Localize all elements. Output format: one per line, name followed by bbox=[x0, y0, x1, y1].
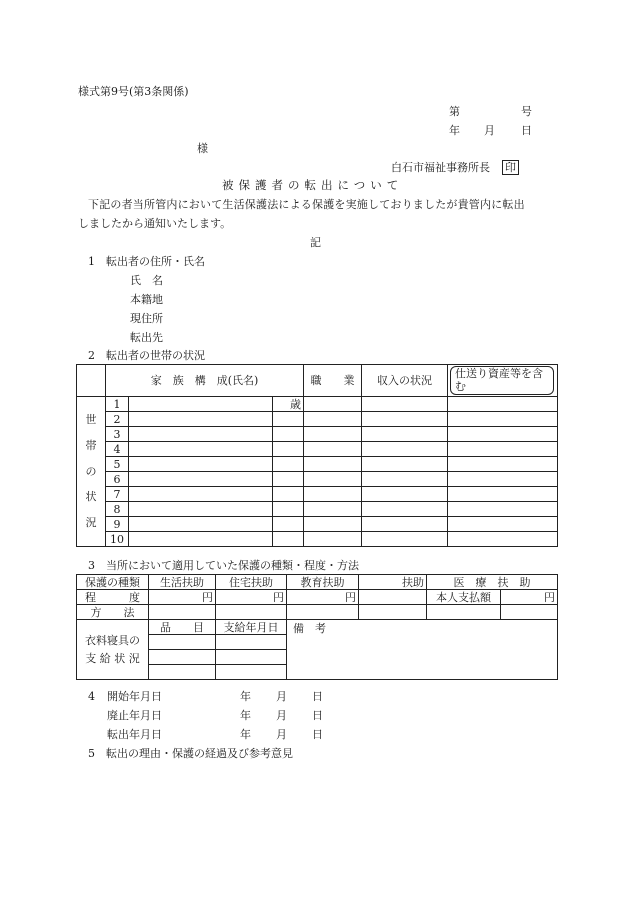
assets-cell bbox=[448, 472, 558, 487]
job-cell bbox=[304, 427, 362, 442]
date-header: 支給年月日 bbox=[216, 620, 287, 635]
section1-heading: 1 転出者の住所・氏名 bbox=[88, 255, 205, 268]
document-title: 被保護者の転出について bbox=[222, 178, 404, 192]
method-cell bbox=[287, 605, 359, 620]
age-cell bbox=[273, 442, 304, 457]
item-header: 品 目 bbox=[149, 620, 216, 635]
section3-heading: 3 当所において適用していた保護の種類・程度・方法 bbox=[88, 559, 359, 572]
job-cell bbox=[304, 397, 362, 412]
date-cell bbox=[216, 650, 287, 665]
family-name-cell bbox=[129, 412, 273, 427]
month-label: 月 bbox=[484, 124, 495, 137]
side-char-4: 状 bbox=[85, 490, 97, 504]
move-month: 月 bbox=[276, 728, 287, 741]
method-cell bbox=[359, 605, 427, 620]
income-cell bbox=[362, 472, 448, 487]
addressee-sama: 様 bbox=[197, 142, 208, 155]
method-cell bbox=[216, 605, 287, 620]
start-day: 日 bbox=[312, 690, 323, 703]
end-date-label: 廃止年月日 bbox=[107, 709, 162, 722]
row-number: 10 bbox=[106, 532, 129, 547]
age-cell bbox=[273, 502, 304, 517]
method-label: 方 法 bbox=[77, 605, 149, 620]
age-cell bbox=[273, 532, 304, 547]
job-cell bbox=[304, 517, 362, 532]
family-name-cell bbox=[129, 457, 273, 472]
assets-cell bbox=[448, 502, 558, 517]
row-number: 6 bbox=[106, 472, 129, 487]
item-cell bbox=[149, 635, 216, 650]
household-side-label bbox=[77, 397, 106, 547]
side-char-2: 帯 bbox=[85, 438, 97, 452]
degree-label: 程 度 bbox=[77, 590, 149, 605]
job-cell bbox=[304, 472, 362, 487]
method-cell bbox=[501, 605, 558, 620]
side-char-3: の bbox=[85, 464, 97, 478]
side-char-5: 況 bbox=[85, 516, 97, 530]
date-cell bbox=[216, 665, 287, 680]
section2-heading: 2 転出者の世帯の状況 bbox=[88, 349, 205, 362]
start-month: 月 bbox=[276, 690, 287, 703]
income-cell bbox=[362, 532, 448, 547]
remarks-box bbox=[287, 620, 558, 680]
job-cell bbox=[304, 457, 362, 472]
item-cell bbox=[149, 650, 216, 665]
end-month: 月 bbox=[276, 709, 287, 722]
job-cell bbox=[304, 412, 362, 427]
yen-education: 円 bbox=[287, 590, 359, 605]
clothing-label bbox=[77, 620, 149, 680]
start-year: 年 bbox=[240, 690, 251, 703]
intro-line-2: しましたから通知いたします。 bbox=[78, 217, 232, 230]
age-cell bbox=[273, 457, 304, 472]
age-cell bbox=[273, 412, 304, 427]
age-cell bbox=[273, 472, 304, 487]
kind-living: 生活扶助 bbox=[149, 575, 216, 590]
end-year: 年 bbox=[240, 709, 251, 722]
protection-table bbox=[76, 574, 558, 680]
job-cell bbox=[304, 442, 362, 457]
row-number: 8 bbox=[106, 502, 129, 517]
family-header: 家 族 構 成(氏名) bbox=[106, 365, 304, 397]
assets-cell bbox=[448, 412, 558, 427]
clothing-label-line1: 衣料寝具の bbox=[85, 633, 140, 647]
assets-cell bbox=[448, 487, 558, 502]
job-cell bbox=[304, 532, 362, 547]
family-name-cell bbox=[129, 442, 273, 457]
method-cell bbox=[149, 605, 216, 620]
age-unit: 歳 bbox=[273, 397, 304, 412]
income-cell bbox=[362, 457, 448, 472]
move-date-label: 転出年月日 bbox=[107, 728, 162, 741]
form-number: 様式第9号(第3条関係) bbox=[78, 85, 189, 98]
assets-header: 仕送り資産等を含む bbox=[450, 366, 554, 395]
sender-line bbox=[391, 160, 519, 175]
self-pay-label: 本人支払額 bbox=[427, 590, 501, 605]
row-number: 7 bbox=[106, 487, 129, 502]
age-cell bbox=[273, 517, 304, 532]
go-label: 号 bbox=[521, 105, 532, 118]
family-name-cell bbox=[129, 532, 273, 547]
corner-cell bbox=[77, 365, 106, 397]
day-label: 日 bbox=[521, 124, 532, 137]
row-number: 1 bbox=[106, 397, 129, 412]
item-cell bbox=[149, 665, 216, 680]
section5-heading: 5 転出の理由・保護の経過及び参考意見 bbox=[88, 747, 293, 760]
kind-education: 教育扶助 bbox=[287, 575, 359, 590]
degree-other-cell bbox=[359, 590, 427, 605]
method-cell bbox=[427, 605, 501, 620]
kind-medical: 医 療 扶 助 bbox=[427, 575, 558, 590]
job-cell bbox=[304, 487, 362, 502]
income-cell bbox=[362, 427, 448, 442]
row-number: 9 bbox=[106, 517, 129, 532]
assets-header-cell bbox=[448, 365, 558, 397]
assets-cell bbox=[448, 427, 558, 442]
number-label: 第 bbox=[449, 105, 460, 118]
income-cell bbox=[362, 442, 448, 457]
assets-cell bbox=[448, 397, 558, 412]
yen-housing: 円 bbox=[216, 590, 287, 605]
kind-label: 保護の種類 bbox=[77, 575, 149, 590]
assets-cell bbox=[448, 517, 558, 532]
date-cell bbox=[216, 635, 287, 650]
section4-number: 4 bbox=[88, 690, 95, 703]
honseki-label: 本籍地 bbox=[130, 293, 163, 306]
family-name-cell bbox=[129, 427, 273, 442]
family-name-cell bbox=[129, 397, 273, 412]
age-cell bbox=[273, 427, 304, 442]
move-year: 年 bbox=[240, 728, 251, 741]
income-cell bbox=[362, 502, 448, 517]
row-number: 5 bbox=[106, 457, 129, 472]
side-char-1: 世 bbox=[85, 412, 97, 426]
move-day: 日 bbox=[312, 728, 323, 741]
income-cell bbox=[362, 487, 448, 502]
income-cell bbox=[362, 397, 448, 412]
job-cell bbox=[304, 502, 362, 517]
age-cell bbox=[273, 487, 304, 502]
household-table bbox=[76, 364, 558, 547]
assets-cell bbox=[448, 442, 558, 457]
assets-cell bbox=[448, 457, 558, 472]
intro-line-1: 下記の者当所管内において生活保護法による保護を実施しておりましたが貴管内に転出 bbox=[88, 198, 525, 211]
yen-self-pay: 円 bbox=[501, 590, 558, 605]
family-name-cell bbox=[129, 502, 273, 517]
destination-label: 転出先 bbox=[130, 331, 163, 344]
income-header: 収入の状況 bbox=[362, 365, 448, 397]
kind-housing: 住宅扶助 bbox=[216, 575, 287, 590]
year-label: 年 bbox=[449, 124, 460, 137]
family-name-cell bbox=[129, 472, 273, 487]
sender-name: 白石市福祉事務所長 bbox=[391, 161, 490, 174]
seal-stamp: 印 bbox=[502, 160, 519, 175]
current-address-label: 現住所 bbox=[130, 312, 163, 325]
start-date-label: 開始年月日 bbox=[107, 690, 162, 703]
income-cell bbox=[362, 517, 448, 532]
family-name-cell bbox=[129, 517, 273, 532]
name-label: 氏 名 bbox=[130, 274, 163, 287]
row-number: 4 bbox=[106, 442, 129, 457]
assets-cell bbox=[448, 532, 558, 547]
kind-other: 扶助 bbox=[359, 575, 427, 590]
clothing-label-line2: 支 給 状 況 bbox=[85, 651, 140, 665]
row-number: 2 bbox=[106, 412, 129, 427]
remarks-header: 備 考 bbox=[293, 622, 326, 635]
family-name-cell bbox=[129, 487, 273, 502]
job-header: 職 業 bbox=[304, 365, 362, 397]
row-number: 3 bbox=[106, 427, 129, 442]
ki-label: 記 bbox=[310, 236, 321, 249]
yen-living: 円 bbox=[149, 590, 216, 605]
end-day: 日 bbox=[312, 709, 323, 722]
income-cell bbox=[362, 412, 448, 427]
